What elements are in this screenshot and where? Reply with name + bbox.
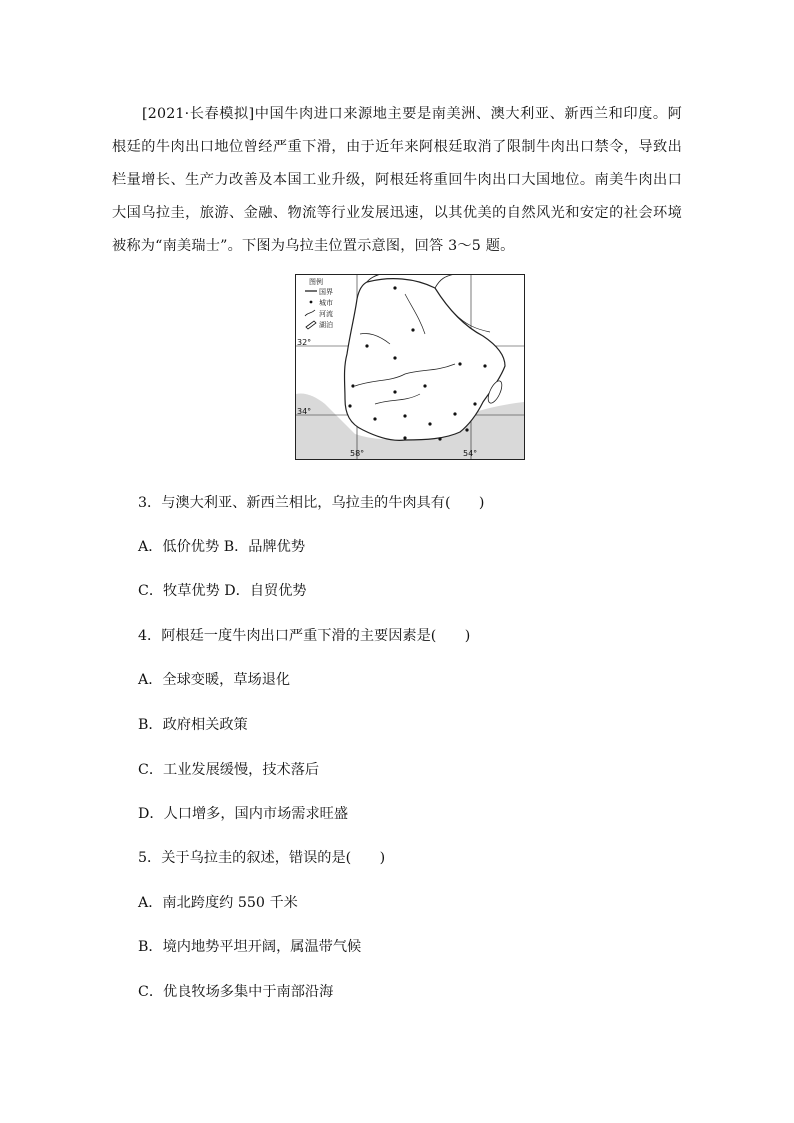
intro-paragraph (112, 98, 682, 263)
question-option: C．优良牧场多集中于南部沿海 (138, 984, 334, 1000)
legend-label: 河流 (319, 310, 333, 318)
question-option: D．人口增多，国内市场需求旺盛 (138, 806, 349, 822)
question-option: A．南北跨度约 550 千米 (138, 895, 298, 911)
city-dot-icon (310, 301, 313, 304)
legend-title: 图例 (309, 278, 323, 286)
river-icon (305, 310, 315, 316)
question-stem: 5．关于乌拉圭的叙述，错误的是( ) (138, 850, 386, 866)
question-stem: 3．与澳大利亚、新西兰相比，乌拉圭的牛肉具有( ) (138, 495, 485, 511)
lake-icon (306, 321, 316, 329)
lat-label: 34° (297, 407, 312, 416)
lon-label: 58° (350, 449, 365, 458)
question-option: C．工业发展缓慢，技术落后 (138, 762, 320, 778)
question-stem: 4．阿根廷一度牛肉出口严重下滑的主要因素是( ) (138, 628, 471, 644)
legend-label: 国界 (319, 288, 333, 296)
neighbour-line (435, 274, 455, 288)
question-option: B．政府相关政策 (138, 717, 248, 733)
legend-label: 城市 (319, 299, 333, 307)
uruguay-location-map (295, 274, 525, 460)
question-option: C．牧草优势 D．自贸优势 (138, 583, 307, 599)
legend-label: 湖泊 (319, 321, 333, 329)
question-option: B．境内地势平坦开阔，属温带气候 (138, 939, 362, 955)
map-legend (305, 277, 333, 329)
lat-label: 32° (297, 338, 312, 347)
question-option: A．全球变暖，草场退化 (138, 672, 291, 688)
lon-label: 54° (463, 449, 478, 458)
question-option: A．低价优势 B．品牌优势 (138, 539, 306, 555)
intro-text: [2021·长春模拟]中国牛肉进口来源地主要是南美洲、澳大利亚、新西兰和印度。阿根廷的牛肉出口地位曾经严重下滑，由于近年来阿根廷取消了限制牛肉出口禁令，导致出栏量增长、生产力改善及本国工业升级，阿根廷将重回牛肉出口大国地位。南美牛肉出口大国乌拉圭，旅游、金融、物流等行业发展迅速，以其优美的自然风光和安定的社会环境被称为“南美瑞士”。下图为乌拉圭位置示意图，回答 3～5 题。 (112, 106, 682, 254)
